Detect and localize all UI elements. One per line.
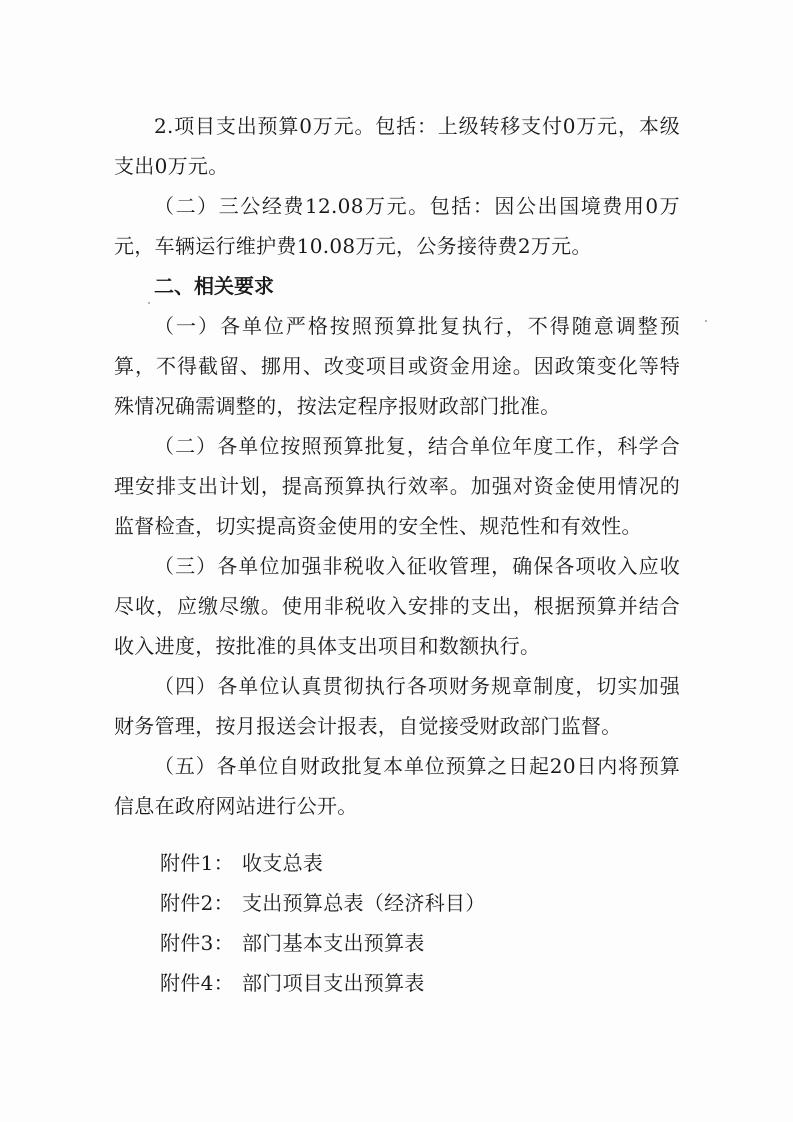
requirement-item: （三）各单位加强非税收入征收管理，确保各项收入应收尽收，应缴尽缴。使用非税收入安排的支出，根据预算并结合收入进度，按批准的具体支出项目和数额执行。 — [114, 554, 680, 658]
requirement-item: （一）各单位严格按照预算批复执行，不得随意调整预算，不得截留、挪用、改变项目或资金用途。因政策变化等特殊情况确需调整的，按法定程序报财政部门批准。 — [114, 314, 680, 418]
attachment-label: 附件1： — [160, 851, 234, 875]
attachment-title: 部门基本支出预算表 — [242, 931, 425, 955]
paragraph-project-expenditure: 2.项目支出预算0万元。包括：上级转移支付0万元，本级支出0万元。 — [114, 114, 680, 178]
paragraph-three-public-expenses: （二）三公经费12.08万元。包括：因公出国境费用0万元，车辆运行维护费10.08万元，公务接待费2万元。 — [114, 194, 680, 258]
attachment-list — [160, 843, 620, 1003]
scan-speck — [705, 320, 707, 322]
requirement-item: （五）各单位自财政批复本单位预算之日起20日内将预算信息在政府网站进行公开。 — [114, 754, 680, 818]
requirement-item: （四）各单位认真贯彻执行各项财务规章制度，切实加强财务管理，按月报送会计报表，自觉接受财政部门监督。 — [114, 674, 680, 738]
attachment-item — [160, 923, 620, 963]
attachment-title: 支出预算总表（经济科目） — [242, 891, 486, 915]
attachment-title: 部门项目支出预算表 — [242, 971, 425, 995]
requirement-item: （二）各单位按照预算批复，结合单位年度工作，科学合理安排支出计划，提高预算执行效率。加强对资金使用情况的监督检查，切实提高资金使用的安全性、规范性和有效性。 — [114, 434, 680, 538]
attachment-item — [160, 843, 620, 883]
attachment-label: 附件3： — [160, 931, 234, 955]
attachment-item — [160, 963, 620, 1003]
attachment-label: 附件4： — [160, 971, 234, 995]
attachment-label: 附件2： — [160, 891, 234, 915]
scan-speck — [148, 302, 150, 304]
document-body — [114, 106, 680, 826]
attachment-item — [160, 883, 620, 923]
section-heading: 二、相关要求 — [154, 274, 274, 298]
attachment-title: 收支总表 — [242, 851, 324, 875]
